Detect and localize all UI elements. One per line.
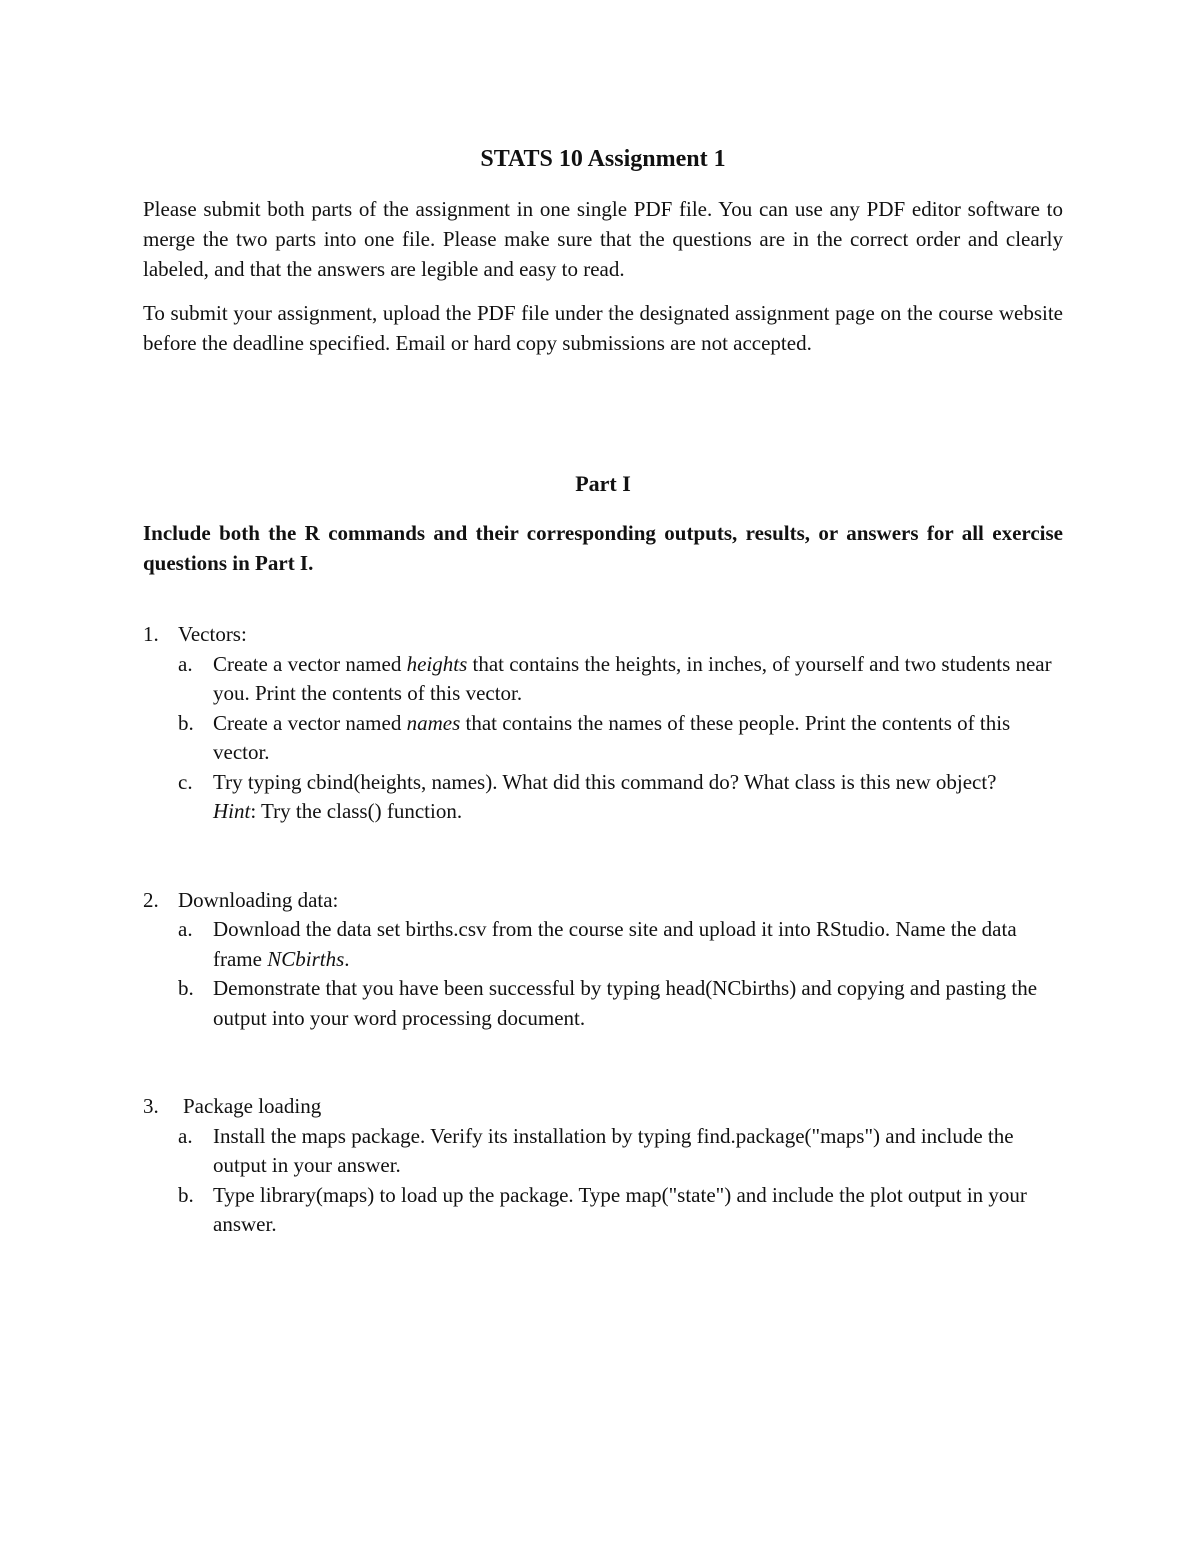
part-title: Part I [575,471,631,496]
question-2 [143,886,1063,1034]
intro-paragraph-2: To submit your assignment, upload the PDF file under the designated assignment page on the course website before the deadline specified. Email or hard copy submissions are not accepted. [143,301,1063,355]
item-letter: a. [178,1123,193,1148]
question-1b: b. Create a vector named names that contains the names of these people. Print the contents of this vector. [178,710,1011,764]
question-heading: Vectors: [178,622,247,646]
document-title: STATS 10 Assignment 1 [480,146,726,172]
hint-text: : Try the class() function. [250,799,463,823]
question-2a: a. Download the data set births.csv from the course site and upload it into RStudio. Name the data frame NCbirths. [178,917,1017,971]
question-number: 3. [143,1094,159,1118]
item-letter: b. [178,1182,194,1207]
question-3b: b. Type library(maps) to load up the package. Type map("state") and include the plot output in your answer. [178,1182,1027,1236]
emphasis: NCbirths [267,946,345,971]
item-letter: b. [178,976,194,1000]
item-letter: a. [178,917,193,941]
question-1 [143,620,1063,827]
question-3 [143,1092,1063,1240]
question-1a: a. Create a vector named heights that contains the heights, in inches, of yourself and two students near you. Print the contents of this vector. [178,651,1052,705]
question-3a: a. Install the maps package. Verify its installation by typing find.package("maps") and include the output in your answer. [178,1123,1014,1177]
emphasis: heights [406,651,468,676]
item-letter: c. [178,769,193,794]
question-2b: b. Demonstrate that you have been successful by typing head(NCbirths) and copying and pasting the output into your word processing document. [178,976,1038,1030]
item-letter: a. [178,651,193,676]
hint-label: Hint [213,799,251,823]
intro-paragraph-1: Please submit both parts of the assignment in one single PDF file. You can use any PDF editor software to merge the two parts into one file. Please make sure that the questions are in the correct order and clearly labeled, and that the answers are legible and easy to read. [143,197,1063,281]
document-page [143,142,1063,1240]
part-instruction: Include both the R commands and their corresponding outputs, results, or answers for all exercise questions in Part I. [143,521,1063,575]
question-number: 2. [143,887,159,912]
emphasis: names [406,710,461,735]
question-number: 1. [143,622,159,646]
question-heading: Downloading data: [178,887,339,912]
question-heading: Package loading [183,1094,322,1118]
question-1c: c. Try typing cbind(heights, names). What did this command do? What class is this new object? Hint: Try the class() function. [178,769,997,823]
item-letter: b. [178,710,194,735]
